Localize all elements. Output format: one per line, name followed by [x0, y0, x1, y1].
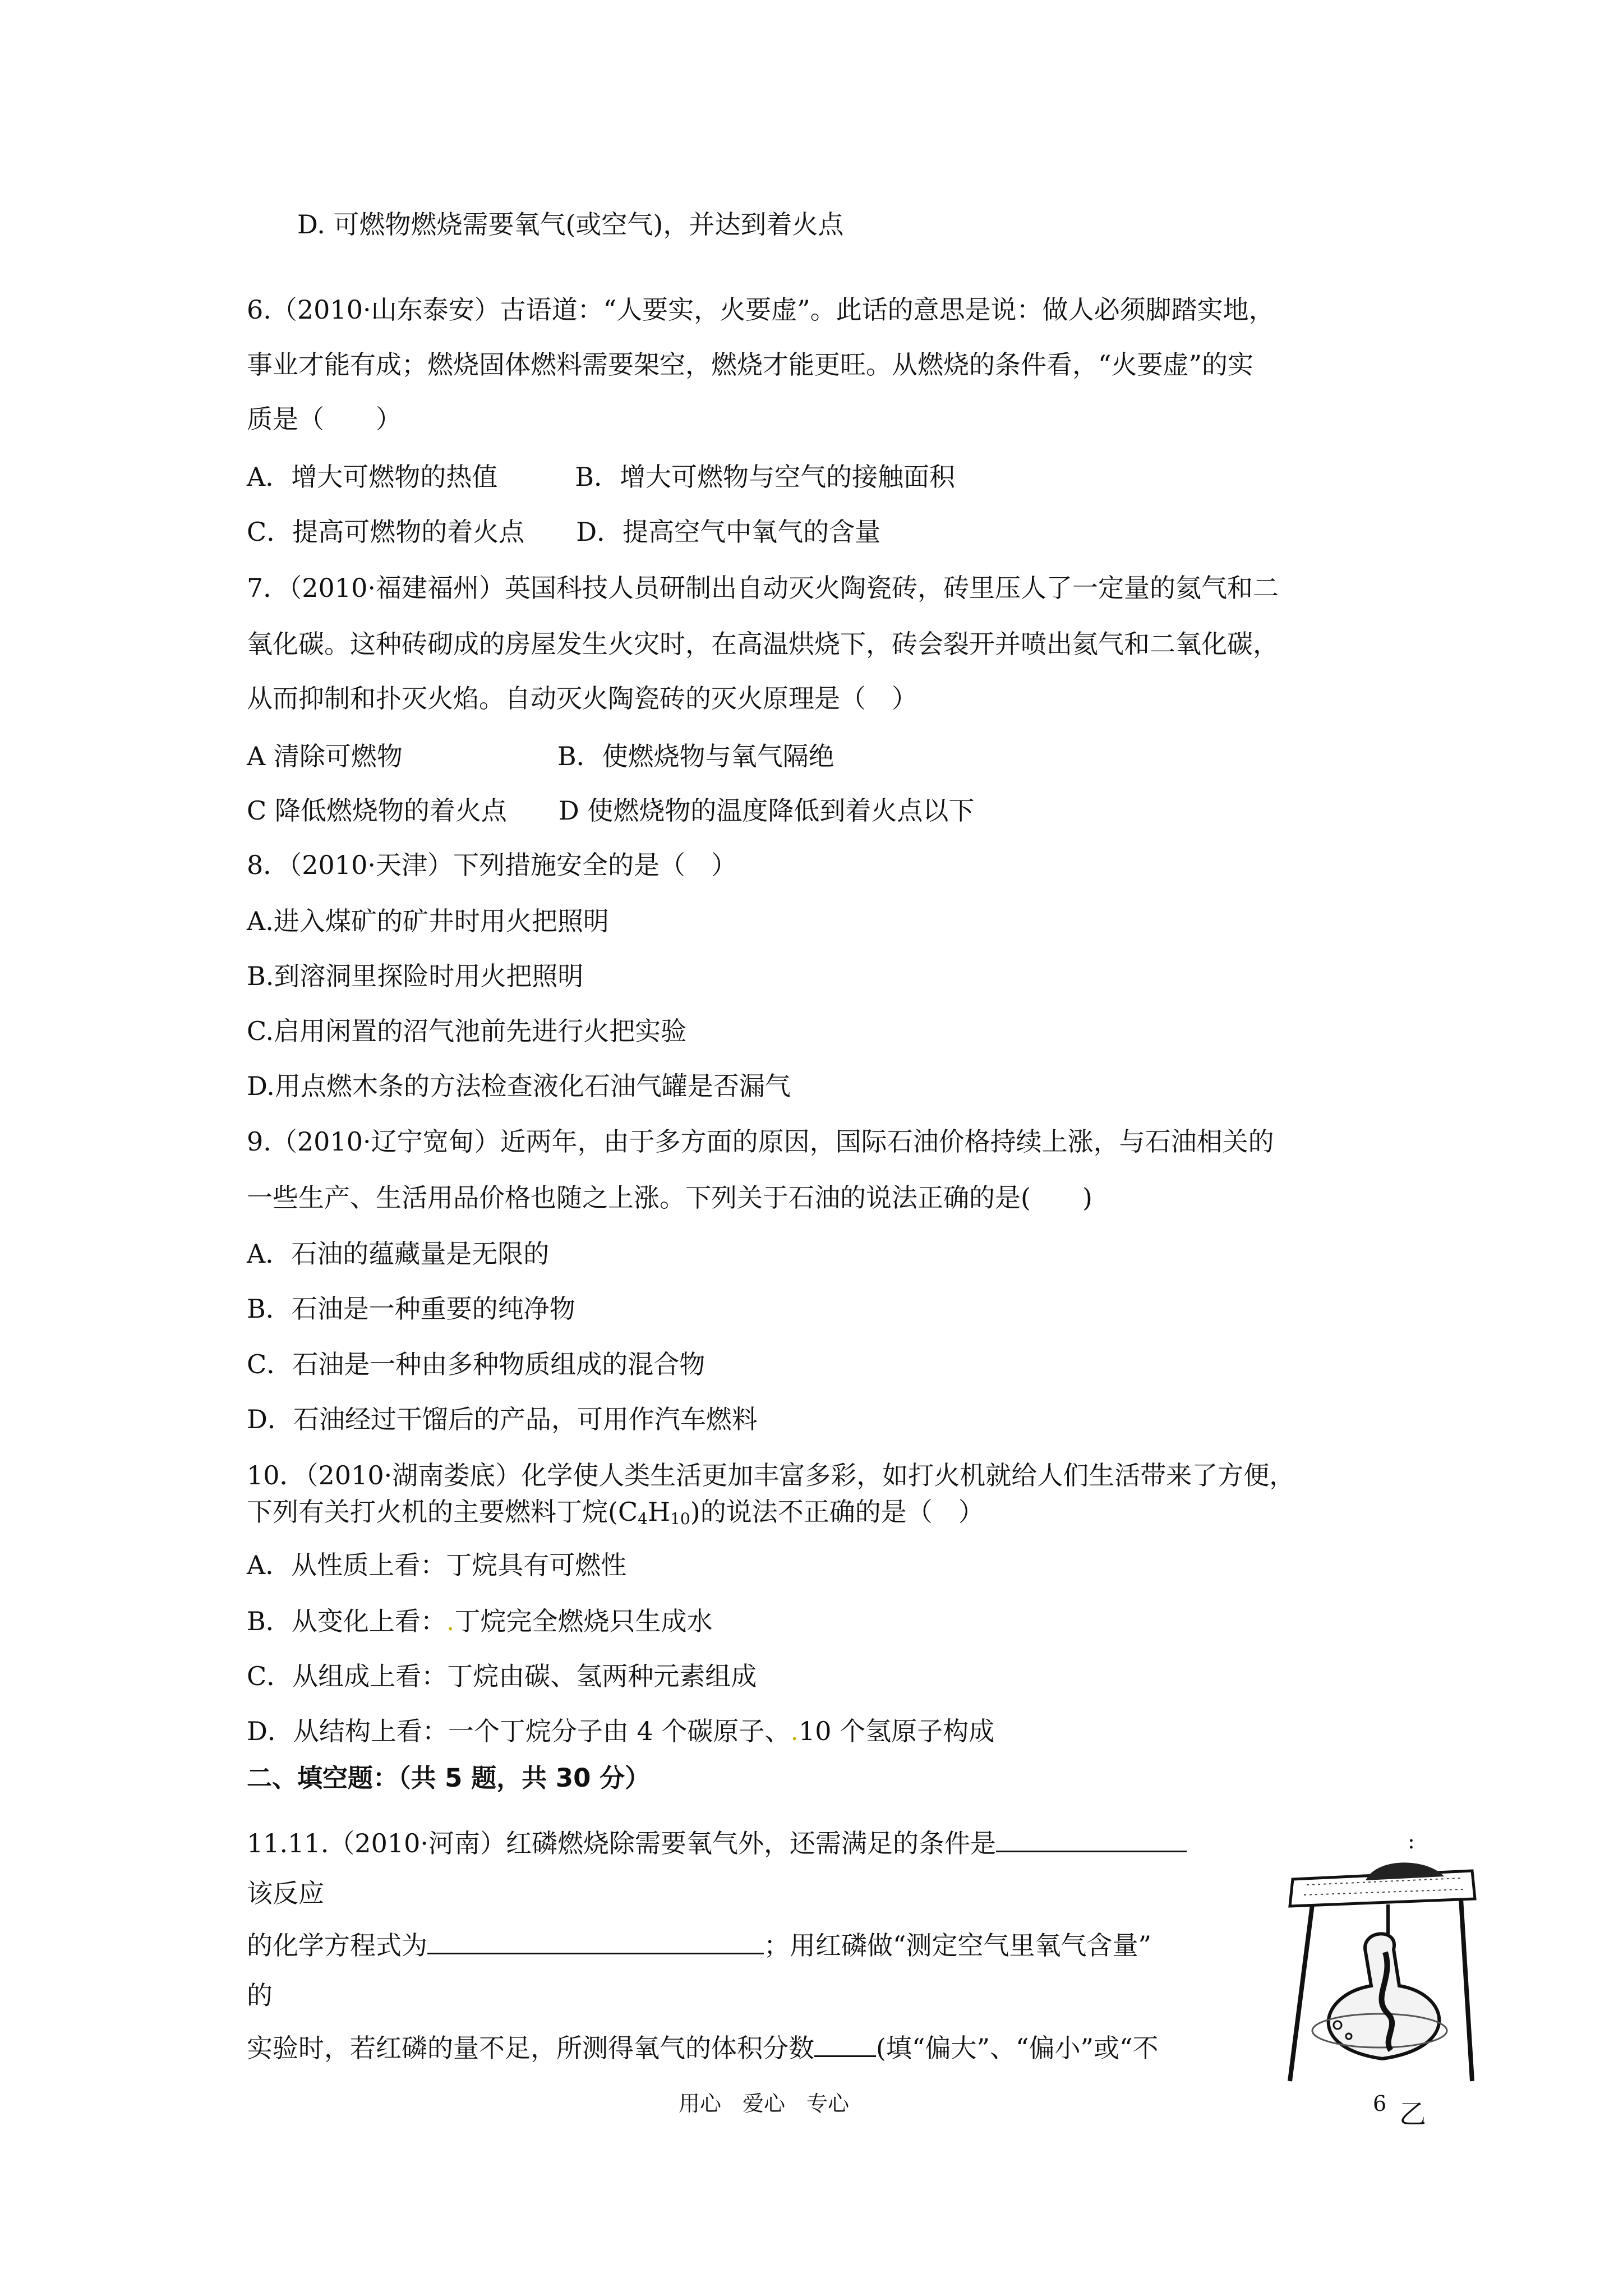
q10-b-dot: .	[446, 1606, 455, 1636]
page-number: 6	[1373, 2091, 1387, 2116]
q10-formula-h: H	[647, 1497, 671, 1527]
text-line: D.用点燃木条的方法检查液化石油气罐是否漏气	[247, 1071, 791, 1101]
q11-line5	[247, 2031, 1159, 2065]
q11-line3-tail: ；用红磷做“测定空气里氧气含量”	[764, 1930, 1152, 1961]
q10-option-d	[247, 1714, 994, 1748]
text-line: A．增大可燃物的热值 B．增大可燃物与空气的接触面积	[247, 462, 956, 492]
figure-label: 乙	[1399, 2099, 1427, 2130]
q11-line1	[247, 1826, 1187, 1860]
q10-option-c: C．从组成上看：丁烷由碳、氢两种元素组成	[247, 1661, 757, 1691]
subscript-10: 10	[670, 1510, 690, 1528]
text-line: B.到溶洞里探险时用火把照明	[247, 961, 584, 991]
text-line: C 降低燃烧物的着火点 D 使燃烧物的温度降低到着火点以下	[247, 795, 975, 826]
text-line: 9.（2010·辽宁宽甸）近两年，由于多方面的原因，国际石油价格持续上涨，与石油相关的	[247, 1126, 1274, 1157]
q11-line3-text: 的化学方程式为	[247, 1930, 427, 1961]
figure-colon: :	[1408, 1829, 1415, 1853]
text-line: 一些生产、生活用品价格也随之上涨。下列关于石油的说法正确的是( )	[247, 1182, 1092, 1213]
text-line: 质是（ ）	[247, 404, 402, 434]
text-line: 10．（2010·湖南娄底）化学使人类生活更加丰富多彩，如打火机就给人们生活带来了方便，	[247, 1460, 1295, 1490]
text-line: D. 可燃物燃烧需要氧气(或空气)，并达到着火点	[297, 209, 844, 240]
q11-line3	[247, 1928, 1151, 1962]
answer-blank-2[interactable]	[427, 1928, 764, 1954]
apparatus-figure	[1281, 1829, 1483, 2130]
section-2-title: 二、填空题：（共 5 题，共 30 分）	[247, 1763, 651, 1793]
text-line: C．提高可燃物的着火点 D．提高空气中氧气的含量	[247, 517, 881, 547]
text-line: C．石油是一种由多种物质组成的混合物	[247, 1349, 706, 1379]
q11-line5-tail: (填“偏大”、“偏小”或“不	[876, 2033, 1159, 2063]
text-line: A．石油的蕴藏量是无限的	[247, 1239, 550, 1269]
q10-line2-tail: )的说法不正确的是（ ）	[690, 1497, 984, 1527]
q10-b-pre: B．从变化上看：	[247, 1606, 446, 1636]
text-line: 氧化碳。这种砖砌成的房屋发生火灾时，在高温烘烧下，砖会裂开并喷出氦气和二氧化碳，	[247, 629, 1279, 659]
text-line: 从而抑制和扑灭火焰。自动灭火陶瓷砖的灭火原理是（ ）	[247, 683, 917, 714]
q10-line2	[247, 1495, 984, 1536]
q10-option-b	[247, 1604, 712, 1638]
q10-d-dot: .	[790, 1716, 799, 1746]
text-line: 事业才能有成；燃烧固体燃料需要架空，燃烧才能更旺。从燃烧的条件看，“火要虚”的实	[247, 349, 1254, 380]
tripod-flask-drawing	[1281, 1846, 1483, 2092]
text-line: D．石油经过干馏后的产品，可用作汽车燃料	[247, 1404, 758, 1434]
text-line: 6.（2010·山东泰安）古语道：“人要实，火要虚”。此话的意思是说：做人必须脚踏实地，	[247, 295, 1275, 325]
q10-line2-text: 下列有关打火机的主要燃料丁烷(C	[247, 1497, 638, 1527]
q10-d-pre: D．从结构上看：一个丁烷分子由 4 个碳原子、	[247, 1716, 791, 1746]
text-line: A.进入煤矿的矿井时用火把照明	[247, 906, 609, 936]
text-line: A 清除可燃物 B．使燃烧物与氧气隔绝	[247, 741, 834, 771]
text-line: 8．（2010·天津）下列措施安全的是（ ）	[247, 850, 737, 880]
text-line: 7．（2010·福建福州）英国科技人员研制出自动灭火陶瓷砖，砖里压人了一定量的氦气和二	[247, 573, 1279, 603]
q10-b-post: 丁烷完全燃烧只生成水	[454, 1606, 713, 1636]
q11-line1-text: 11.11.（2010·河南）红磷燃烧除需要氧气外，还需满足的条件是	[247, 1828, 996, 1858]
q11-line4: 的	[247, 1980, 273, 2010]
footer-motto: 用心 爱心 专心	[679, 2091, 850, 2116]
answer-blank-3[interactable]	[814, 2031, 876, 2057]
q11-line2: 该反应	[247, 1878, 324, 1908]
text-line: C.启用闲置的沼气池前先进行火把实验	[247, 1016, 687, 1046]
q10-d-post: 10 个氢原子构成	[799, 1716, 995, 1746]
q10-option-a: A．从性质上看：丁烷具有可燃性	[247, 1550, 627, 1580]
text-line: B．石油是一种重要的纯净物	[247, 1294, 575, 1324]
subscript-4: 4	[638, 1510, 648, 1528]
q11-line5-text: 实验时，若红磷的量不足，所测得氧气的体积分数	[247, 2033, 814, 2063]
answer-blank-1[interactable]	[996, 1826, 1187, 1852]
